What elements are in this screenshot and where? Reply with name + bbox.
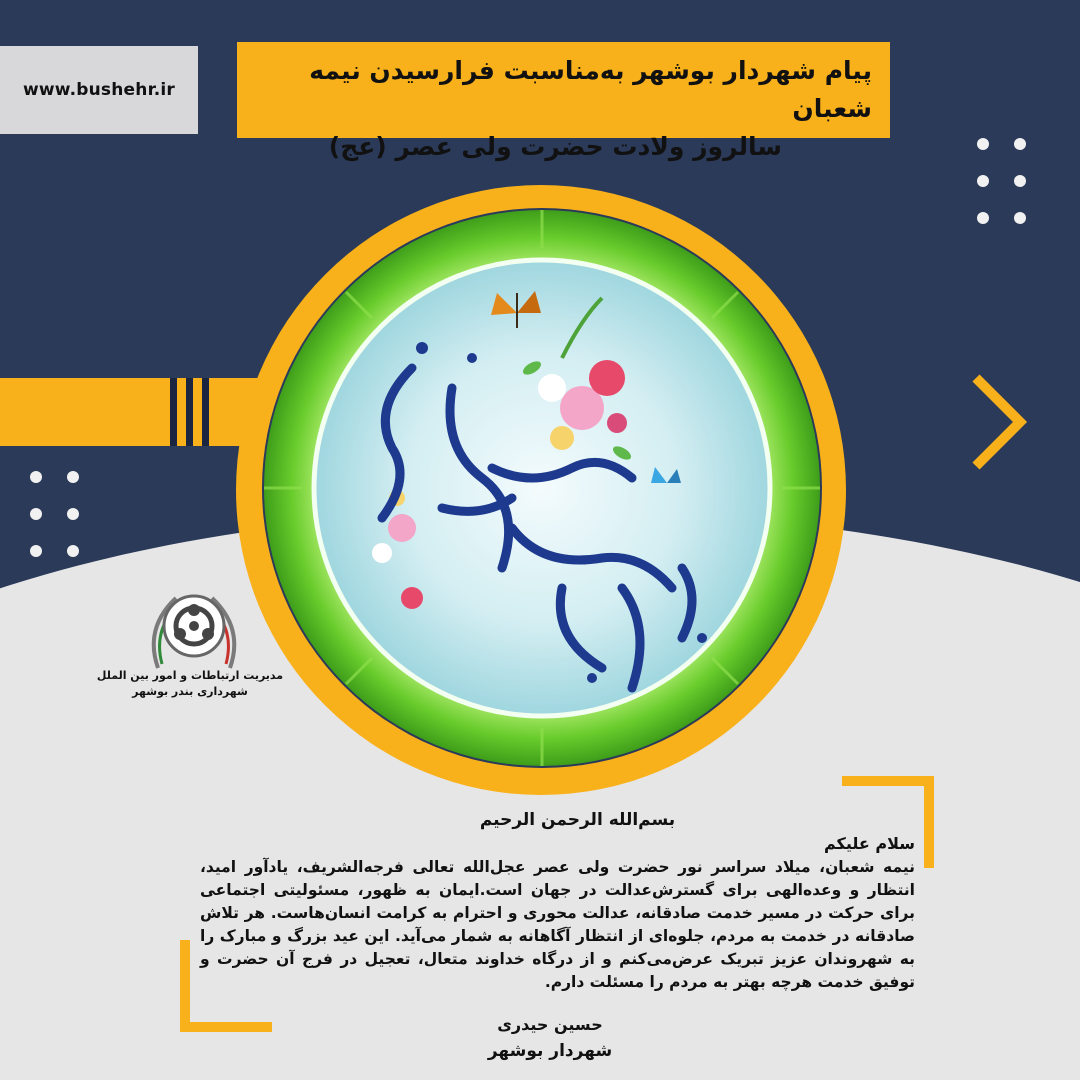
website-url-box [0,46,198,134]
title-line-2: سالروز ولادت حضرت ولی عصر (عج) [328,132,782,161]
title-banner [237,42,890,161]
greeting-text: سلام علیکم [823,834,915,853]
message-block [200,808,915,994]
signature-title: شهردار بوشهر [487,1041,613,1061]
title-line-1: پیام شهردار بوشهر به‌مناسبت فرارسیدن نیمه شعبان [309,56,872,123]
chevron-right-icon [968,372,1048,472]
signature-block [420,1012,680,1064]
website-url[interactable]: www.bushehr.ir [22,80,176,100]
decor-stripe [170,378,177,446]
logo-caption [90,668,290,700]
message-body: نیمه شعبان، میلاد سراسر نور حضرت ولی عصر عجل‌الله تعالی فرجه‌الشریف، یادآور امید، انتظار و وعده‌الهی برای گسترش‌عدالت در جهان است.ایمان به ظهور، مسئولیتی اجتماعی برای حرکت در مسیر خدمت صادقانه، عدالت محوری و احترام به کرامت انسان‌هاست. هر تلاش صادقانه در خدمت به مردم، جلوه‌ای از انتظار آگاهانه به شمار می‌آید. این عید بزرگ و مبارک را به شهروندان عزیز تبریک عرض‌می‌کنم و از درگاه خداوند متعال، تعجیل در فرج آن حضرت و توفیق خدمت هرچه بهتر به مردم را مسئلت دارم. [200,858,915,991]
logo-caption-line-1: مدیریت ارتباطات و امور بین الملل [96,669,284,682]
municipality-logo [138,580,250,680]
decor-stripe [202,378,209,446]
decor-stripe [186,378,193,446]
calligraphy-artwork [262,208,822,768]
decor-dots-right [977,138,1026,224]
signature-name: حسین حیدری [497,1015,603,1034]
logo-caption-line-2: شهرداری بندر بوشهر [132,685,248,698]
bismillah-heading: بسم‌الله الرحمن الرحیم [479,810,676,830]
decor-dots-left [30,471,79,557]
